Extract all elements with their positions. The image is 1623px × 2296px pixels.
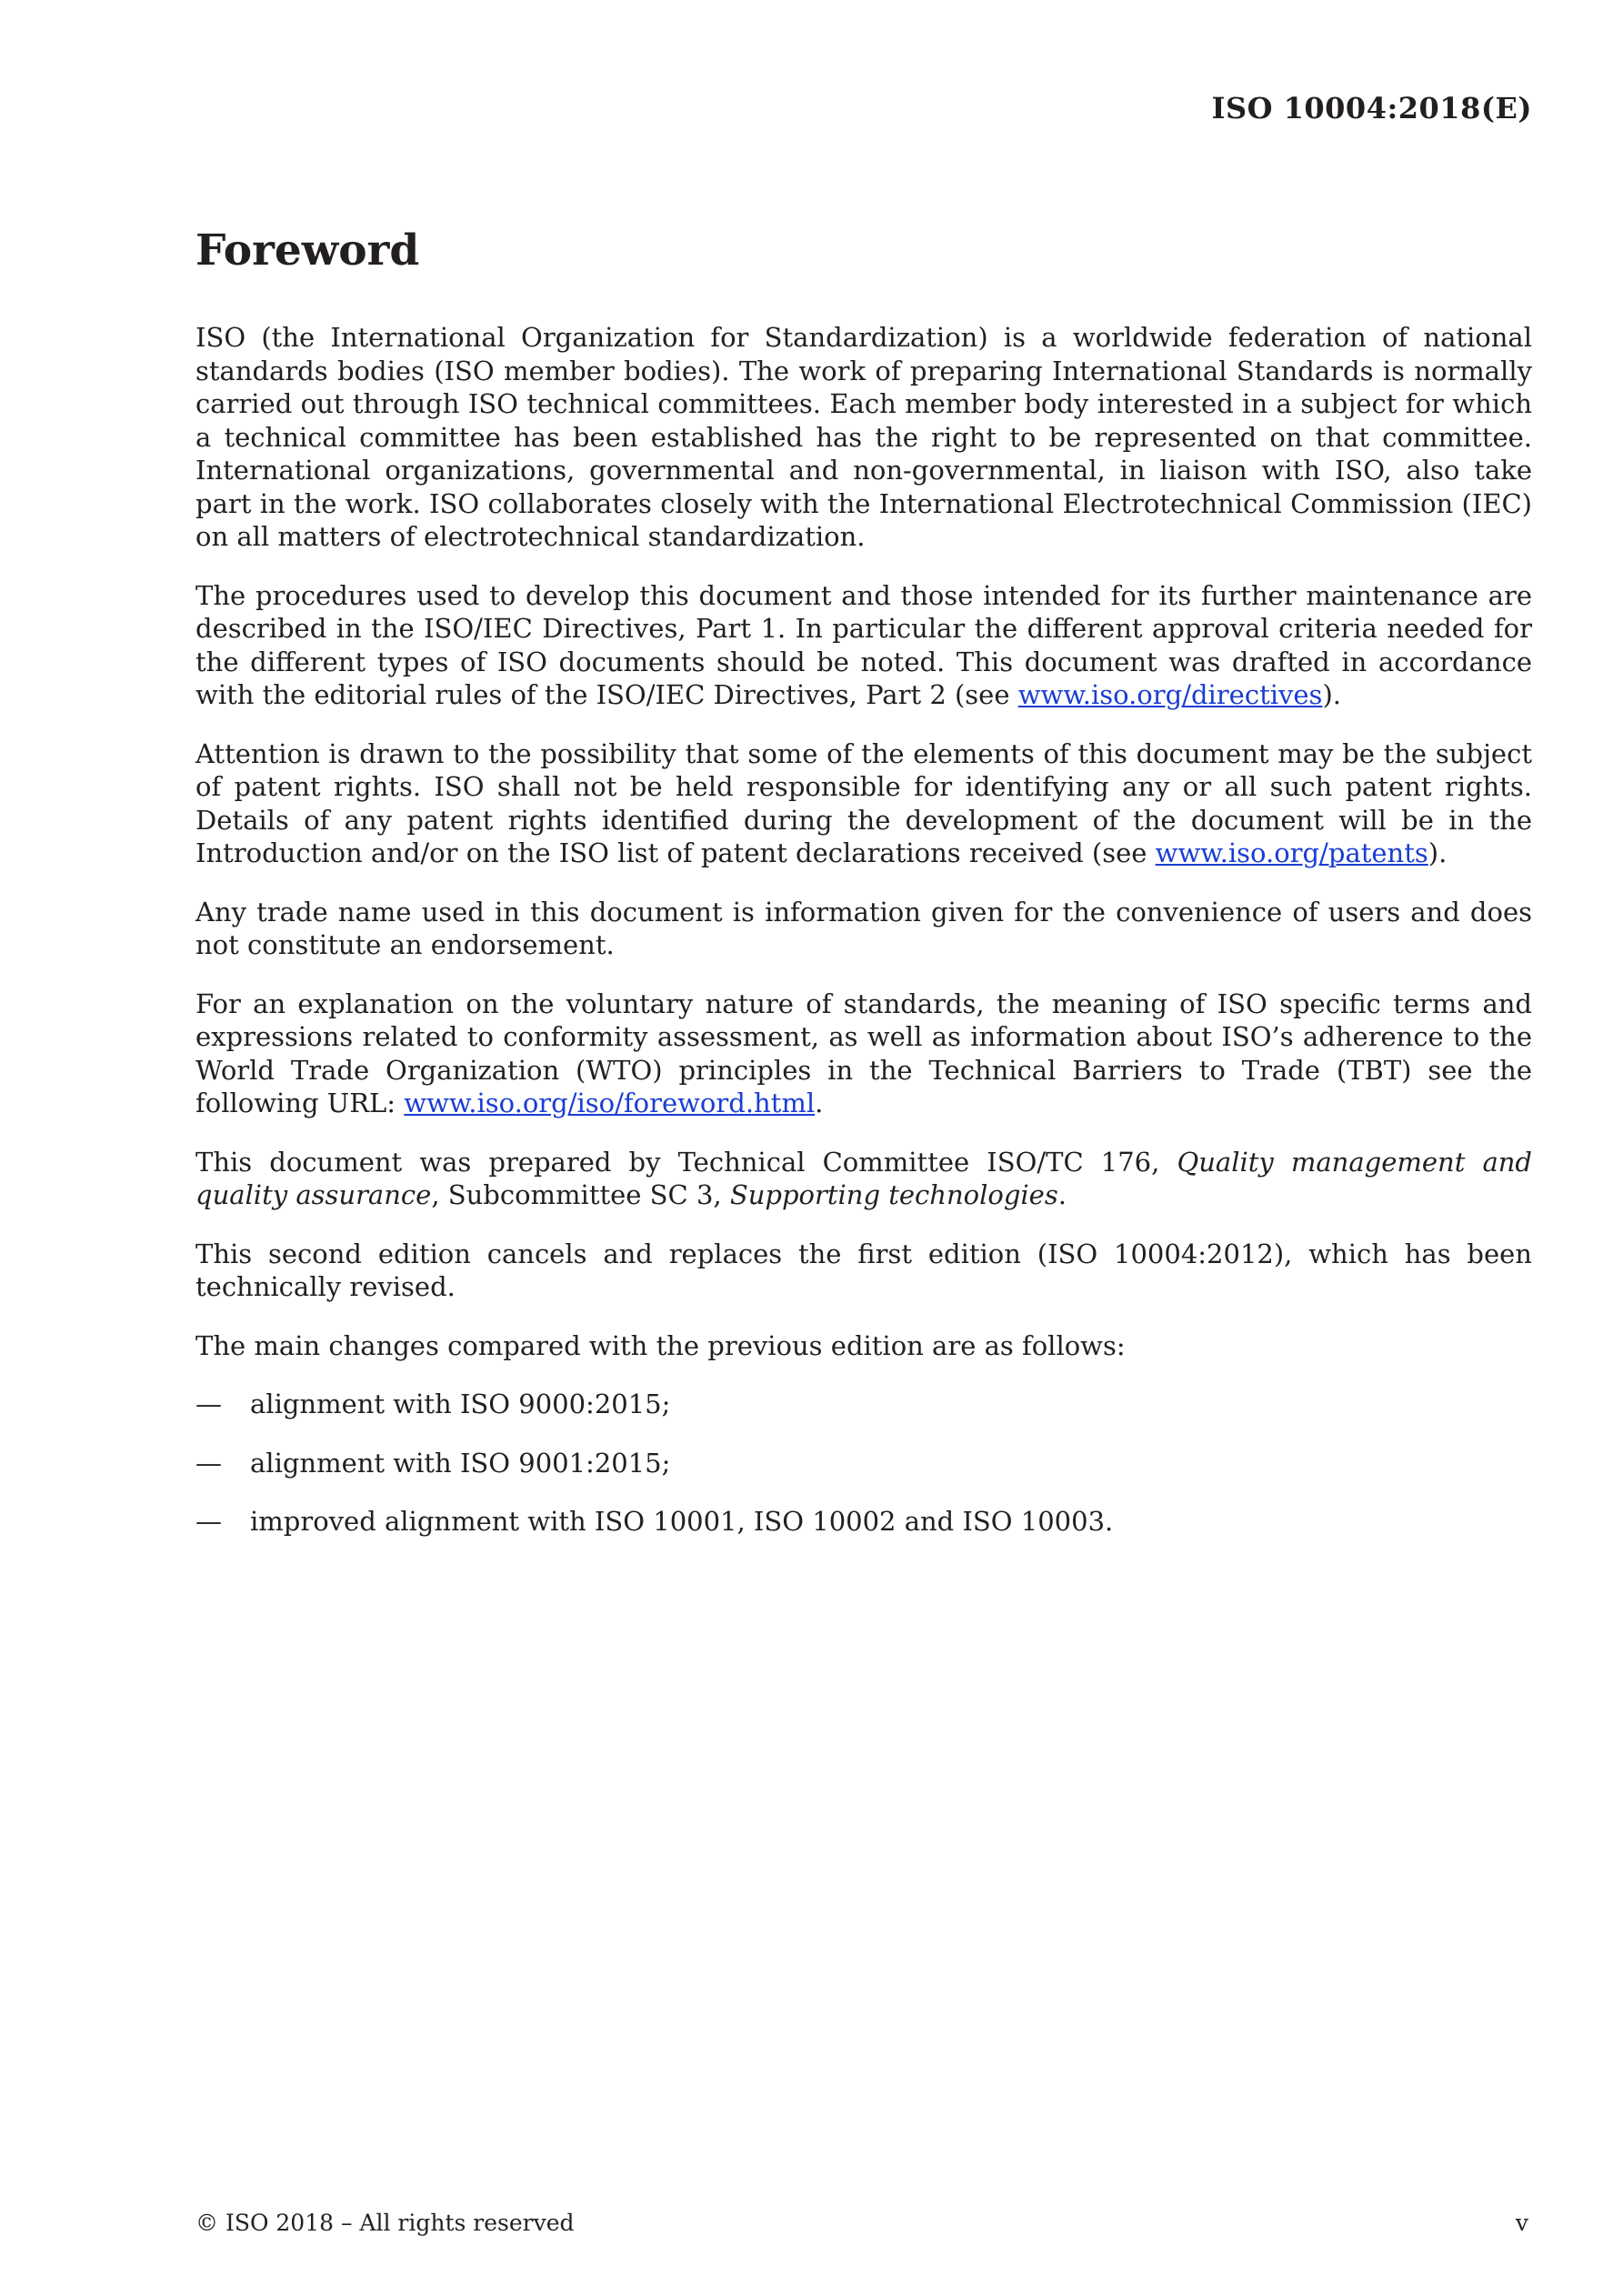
dash-marker: —	[195, 1506, 222, 1537]
paragraph-text: The procedures used to develop this document and those intended for its further maintenance are described in the ISO/IEC Directives, Part 1. In particular the different approval criteria needed for the different types of ISO documents should be noted. This document was drafted in accordance with the editorial rules of the ISO/IEC Directives, Part 2 (see	[195, 579, 1532, 710]
paragraph-text: .	[1057, 1179, 1067, 1210]
paragraph-text: Attention is drawn to the possibility that some of the elements of this document may be the subject of patent rights. ISO shall not be held responsible for identifying any or all such patent rights. Details of any patent rights identified during the development of the document will be in the Introduction and/or on the ISO list of patent declarations received (see	[195, 737, 1532, 868]
list-item-text: alignment with ISO 9001:2015;	[250, 1447, 671, 1479]
paragraph-committee	[195, 1146, 1532, 1212]
paragraph-iso-intro: ISO (the International Organization for Standardization) is a worldwide federation of national standards bodies (ISO member bodies). The work of preparing International Standards is normally carried out through ISO technical committees. Each member body interested in a subject for which a technical committee has been established has the right to be represented on that committee. International organizations, governmental and non-governmental, in liaison with ISO, also take part in the work. ISO collaborates closely with the International Electrotechnical Commission (IEC) on all matters of electrotechnical standardization.	[195, 322, 1532, 552]
list-item-text: improved alignment with ISO 10001, ISO 10002 and ISO 10003.	[250, 1506, 1114, 1537]
paragraph-patents	[195, 737, 1532, 870]
list-item-text: alignment with ISO 9000:2015;	[250, 1389, 671, 1419]
copyright-notice: © ISO 2018 – All rights reserved	[195, 2210, 575, 2236]
page-number: v	[1515, 2210, 1528, 2236]
list-item	[195, 1388, 1532, 1421]
page-title: Foreword	[195, 226, 420, 276]
committee-title: Quality management and quality assurance	[195, 1146, 1532, 1210]
paragraph-text: For an explanation on the voluntary nature of standards, the meaning of ISO specific terms and expressions related to conformity assessment, as well as information about ISO’s adherence to the World Trade Organization (WTO) principles in the Technical Barriers to Trade (TBT) see the following URL:	[195, 988, 1532, 1118]
paragraph-text: .	[815, 1088, 824, 1118]
dash-marker: —	[195, 1447, 222, 1479]
foreword-link[interactable]: www.iso.org/iso/foreword.html	[404, 1088, 816, 1118]
document-id-header: ISO 10004:2018(E)	[1211, 91, 1532, 125]
paragraph-explanation	[195, 988, 1532, 1120]
paragraph-text: This document was prepared by Technical Committee ISO/TC 176,	[195, 1146, 1177, 1178]
paragraph-text: ).	[1322, 679, 1341, 710]
paragraph-procedures	[195, 579, 1532, 712]
changes-list	[195, 1388, 1532, 1539]
paragraph-text: ).	[1428, 837, 1448, 868]
foreword-body	[195, 321, 1532, 1564]
list-item	[195, 1505, 1532, 1539]
subcommittee-title: Supporting technologies	[729, 1179, 1058, 1210]
paragraph-changes-intro: The main changes compared with the previous edition are as follows:	[195, 1329, 1126, 1361]
paragraph-edition: This second edition cancels and replaces the first edition (ISO 10004:2012), which has been technically revised.	[195, 1238, 1532, 1302]
paragraph-trade-name: Any trade name used in this document is information given for the convenience of users and does not constitute an endorsement.	[195, 896, 1532, 960]
patents-link[interactable]: www.iso.org/patents	[1155, 837, 1428, 868]
dash-marker: —	[195, 1389, 222, 1419]
list-item	[195, 1447, 1532, 1480]
paragraph-text: , Subcommittee SC 3,	[431, 1179, 730, 1210]
directives-link[interactable]: www.iso.org/directives	[1017, 679, 1323, 710]
